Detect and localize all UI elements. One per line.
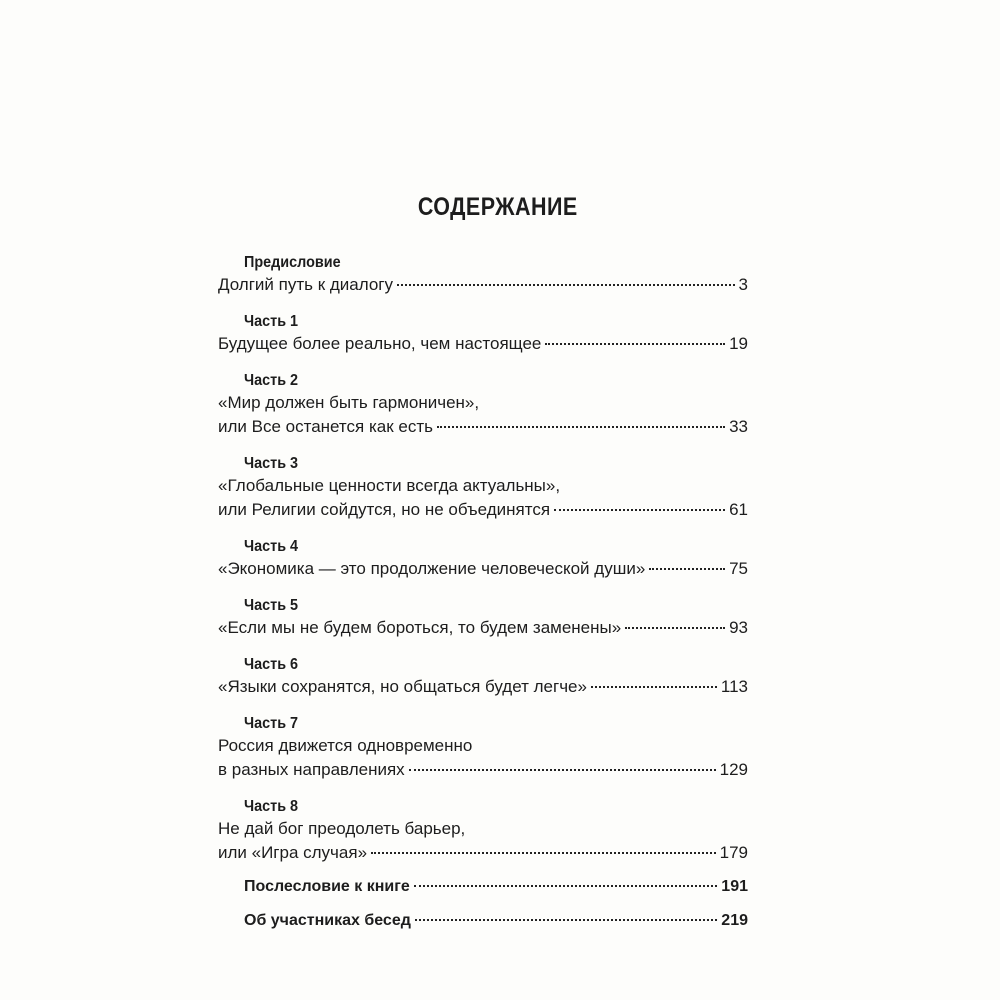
toc-entry-part-3[interactable] xyxy=(218,498,748,522)
toc-entry-part-8[interactable] xyxy=(218,841,748,865)
toc-entry-title: Не дай бог преодолеть барьер, xyxy=(218,819,466,838)
toc-entry-part-1[interactable] xyxy=(218,332,748,356)
toc-entry-part-4[interactable] xyxy=(218,557,748,581)
toc-entry-title: Об участниках бесед xyxy=(244,912,411,929)
toc-page-number: 3 xyxy=(738,275,748,294)
table-of-contents xyxy=(218,252,748,933)
toc-entry-title-continued: или «Игра случая» xyxy=(218,843,368,862)
toc-page-number: 191 xyxy=(721,878,748,895)
toc-section-heading: Часть 4 xyxy=(244,538,299,555)
toc-page-number: 19 xyxy=(729,334,748,353)
dot-leader xyxy=(415,919,717,921)
dot-leader xyxy=(414,885,718,887)
toc-section-heading: Часть 8 xyxy=(244,798,299,815)
toc-section-heading: Часть 3 xyxy=(244,455,299,472)
toc-entry-part-7[interactable] xyxy=(218,758,748,782)
dot-leader xyxy=(397,284,735,286)
dot-leader xyxy=(371,852,716,854)
toc-entry-afterword[interactable] xyxy=(218,875,748,899)
toc-entry-part-2[interactable] xyxy=(218,415,748,439)
toc-entry-title-continued: или Все останется как есть xyxy=(218,417,433,436)
dot-leader xyxy=(545,343,725,345)
toc-page-number: 179 xyxy=(719,843,748,862)
toc-section-heading: Часть 5 xyxy=(244,597,299,614)
toc-section-heading: Часть 2 xyxy=(244,372,299,389)
toc-entry-title: Будущее более реально, чем настоящее xyxy=(218,334,542,353)
toc-entry-title: «Экономика — это продолжение человеческой души» xyxy=(218,559,646,578)
toc-entry-title: «Мир должен быть гармоничен», xyxy=(218,393,480,412)
toc-entry-part-6[interactable] xyxy=(218,675,748,699)
dot-leader xyxy=(591,686,717,688)
dot-leader xyxy=(554,509,725,511)
toc-entry-title-continued: или Религии сойдутся, но не объединятся xyxy=(218,500,551,519)
toc-entry-title: Долгий путь к диалогу xyxy=(218,275,393,294)
page-title: СОДЕРЖАНИЕ xyxy=(417,193,578,221)
toc-entry-title: «Если мы не будем бороться, то будем заменены» xyxy=(218,618,622,637)
toc-entry-title: «Глобальные ценности всегда актуальны», xyxy=(218,476,561,495)
toc-section-heading: Часть 6 xyxy=(244,656,299,673)
toc-section-heading: Часть 7 xyxy=(244,715,299,732)
toc-section-heading: Часть 1 xyxy=(244,313,299,330)
toc-page-number: 219 xyxy=(721,912,748,929)
toc-entry-title: Россия движется одновременно xyxy=(218,736,473,755)
toc-page-number: 33 xyxy=(729,417,748,436)
toc-page-number: 61 xyxy=(729,500,748,519)
dot-leader xyxy=(409,769,716,771)
dot-leader xyxy=(625,627,725,629)
toc-entry-participants[interactable] xyxy=(218,909,748,933)
toc-page-number: 93 xyxy=(729,618,748,637)
toc-page-number: 129 xyxy=(719,760,748,779)
dot-leader xyxy=(437,426,725,428)
dot-leader xyxy=(649,568,725,570)
toc-entry-title-continued: в разных направлениях xyxy=(218,760,405,779)
toc-page-number: 113 xyxy=(720,677,748,696)
toc-page-number: 75 xyxy=(729,559,748,578)
toc-entry-part-5[interactable] xyxy=(218,616,748,640)
toc-section-heading: Предисловие xyxy=(244,254,341,271)
toc-entry-title: Послесловие к книге xyxy=(244,878,410,895)
toc-entry-title: «Языки сохранятся, но общаться будет легче» xyxy=(218,677,587,696)
toc-entry-preface[interactable] xyxy=(218,273,748,297)
